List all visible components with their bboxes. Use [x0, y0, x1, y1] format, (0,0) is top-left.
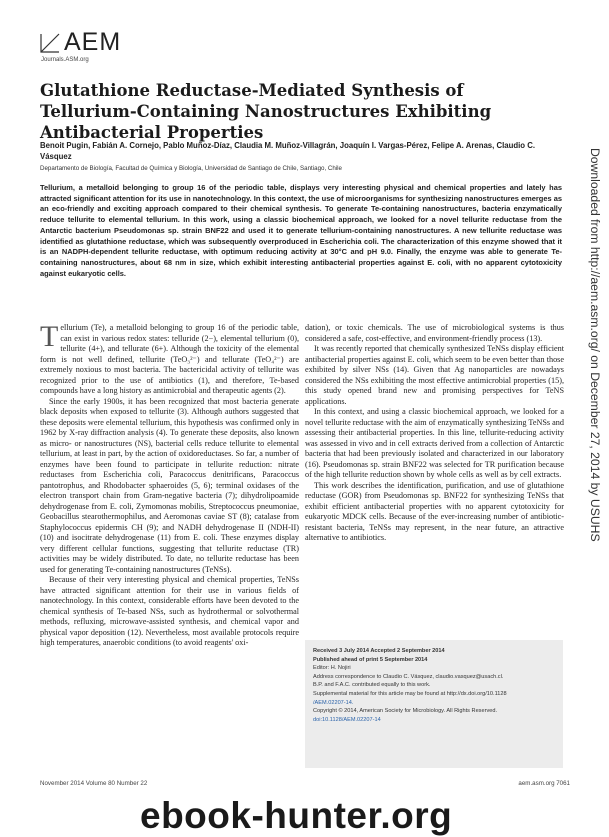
supplemental-link[interactable]: Supplemental material for this article may be found at http://dx.doi.org/10.1128 [313, 690, 507, 697]
article-title: Glutathione Reductase-Mediated Synthesis of Tellurium-Containing Nanostructures Exhibiting Antibacterial Properties [40, 81, 492, 142]
journal-url-page[interactable]: aem.asm.org 7061 [518, 780, 570, 787]
abstract [40, 183, 562, 279]
correspondence[interactable]: Address correspondence to Claudio C. Vásquez, claudio.vasquez@usach.cl. [313, 673, 504, 680]
copyright: Copyright © 2014, American Society for Microbiology. All Rights Reserved. [313, 708, 498, 715]
equal-contribution: B.P. and F.A.C. contributed equally to this work. [313, 682, 431, 689]
body-paragraph: In this context, and using a classic biochemical approach, we looked for a novel tellurite reductase with the aim of enzymatically synthesizing TeNSs and assessing their antibacterial properties. In this line, tellurite-reducing activity was assessed in vivo and in cell extracts derived from a collection of Antarctic bacteria that had been previously isolated and characterized in our laboratory (16). Pseudomonas sp. strain BNF22 was selected for TR purification because of the high tellurite reduction shown by whole cells as well as by cell extracts. [305, 407, 564, 479]
doi-link[interactable]: doi:10.1128/AEM.02207-14 [313, 716, 381, 723]
author-list: Benoit Pugin, Fabián A. Cornejo, Pablo Muñoz-Díaz, Claudia M. Muñoz-Villagrán, Joaquín I. Vargas-Pérez, Felipe A. Arenas, Claudio C. Vásquez [40, 141, 536, 161]
affiliation: Departamento de Biología, Facultad de Química y Biología, Universidad de Santiago de Chile, Santiago, Chile [40, 165, 342, 172]
editor: Editor: H. Nojiri [313, 665, 351, 672]
body-paragraph: It was recently reported that chemically synthesized TeNSs display efficient antibacterial properties against E. coli, which seem to be even better than those exhibited by silver NSs (14). Given that Ag nanoparticles are nowadays considered the NSs exhibiting the most effective antimicrobial properties (15), this study opened brand new and promising perspectives for TeNS applications. [305, 344, 564, 406]
body-column-right [305, 323, 564, 544]
journal-logo-text: AEM [64, 28, 122, 56]
body-paragraph: This work describes the identification, purification, and use of glutathione reductase (GOR) from Pseudomonas sp. BNF22 for synthesizing TeNSs that exhibit efficient antibacterial properties with no apparent cytotoxicity for eukaryotic MDCK cells. Because of the ever-increasing number of antibiotic-resistant bacteria, TeNSs may represent, in the near future, an attractive alternative to antibiotics. [305, 480, 564, 542]
body-paragraph: dation), or toxic chemicals. The use of microbiological systems is thus considered a safe, cost-effective, and environment-friendly process (13). [305, 323, 564, 343]
body-paragraph: Tellurium (Te), a metalloid belonging to group 16 of the periodic table, can exist in various redox states: telluride (2−), elemental tellurium (0), tellurite (4+), and tellurate (6+). Although the toxicity of the elemental form is not well defined, tellurite (TeO₃²⁻) and tellurate (TeO₄²⁻) are extremely noxious to most bacteria. The bactericidal activity of tellurite was recognized prior to the use of antibiotics (1), and therefore, Te-based compounds have a long history as antimicrobial and therapeutic agents (2). [40, 320, 299, 395]
download-notice-text[interactable]: Downloaded from http://aem.asm.org/ on December 27, 2014 by USUHS [588, 148, 602, 542]
watermark: ebook-hunter.org [140, 795, 453, 836]
asm-logo-icon [40, 33, 60, 53]
body-paragraph: Because of their very interesting physical and chemical properties, TeNSs have attracted significant attention for their use in various fields of nanotechnology. In this context, considerable efforts have been devoted to the chemical synthesis of Te-based NSs, such as hydrothermal or solvothermal methods, refluxing, microwave-assisted synthesis, and chemical vapor and physical vapor deposition (12). Nevertheless, most available protocols require high temperatures, anaerobic conditions (to avoid reagents' oxi- [40, 575, 299, 647]
body-paragraph: Since the early 1900s, it has been recognized that most bacteria generate black deposits when exposed to tellurite (3). Although authors suggested that these deposits were elemental tellurium, this hypothesis was confirmed only in 1962 by X-ray diffraction analysis (4). To generate these deposits, also known as micro- or nanostructures (NS), bacterial cells reduce tellurite to elemental tellurium, at least in part, by the action of oxidoreductases. So far, a number of enzymes have been found to participate in tellurite reduction: nitrate reductases from Escherichia coli, Paracoccus denitrificans, Paracoccus pantotrophus, and Rhodobacter sphaeroides (5, 6); terminal oxidases of the electron transport chain from Gram-negative bacteria (7); dihydrolipoamide dehydrogenase from E. coli, Zymomonas mobilis, Streptococcus pneumoniae, Geobacillus stearothermophilus, and Aeromonas caviae ST (8); catalase from Staphylococcus epidermis CH (9); and NADH dehydrogenase II (NDH-II) (10) and isocitrate dehydrogenase (11) from E. coli. These enzymes display very different cellular functions, suggesting that tellurite reductase (TR) activities may be widely distributed. To date, no tellurite reductase has been used for generating Te-containing nanostructures (TeNSs). [40, 396, 299, 574]
article-info-box [305, 640, 563, 768]
published-date: Published ahead of print 5 September 2014 [313, 656, 428, 663]
abstract-text: Tellurium, a metalloid belonging to group 16 of the periodic table, displays very interesting physical and chemical properties and lately has attracted significant attention for its use in nanotechnology. In this context, the use of microorganisms for synthesizing nanostructures emerges as an eco-friendly and exciting approach compared to their chemical synthesis. To generate Te-containing nanostructures, bacteria enzymatically reduce tellurite to elemental tellurium. In this work, using a classic biochemical approach, we looked for a novel tellurite reductase from the Antarctic bacterium Pseudomonas sp. strain BNF22 and used it to generate tellurium-containing nanostructures. A new tellurite reductase was identified as glutathione reductase, which was subsequently overproduced in Escherichia coli. The characterization of this enzyme showed that it is an NADPH-dependent tellurite reductase, with optimum reducing activity at 30°C and pH 9.0. Finally, the enzyme was able to generate Te-containing nanostructures, about 68 nm in size, which exhibit interesting antibacterial properties against E. coli, with no apparent cytotoxicity against eukaryotic cells. [40, 183, 562, 278]
drop-cap: T [40, 320, 59, 353]
body-column-left [40, 320, 299, 649]
issue-info: November 2014 Volume 80 Number 22 [40, 780, 148, 787]
supplemental-link-cont[interactable]: /AEM.02207-14. [313, 699, 354, 706]
received-dates: Received 3 July 2014 Accepted 2 September 2014 [313, 648, 445, 654]
page-footer [40, 780, 570, 792]
journal-site: Journals.ASM.org [41, 57, 89, 63]
